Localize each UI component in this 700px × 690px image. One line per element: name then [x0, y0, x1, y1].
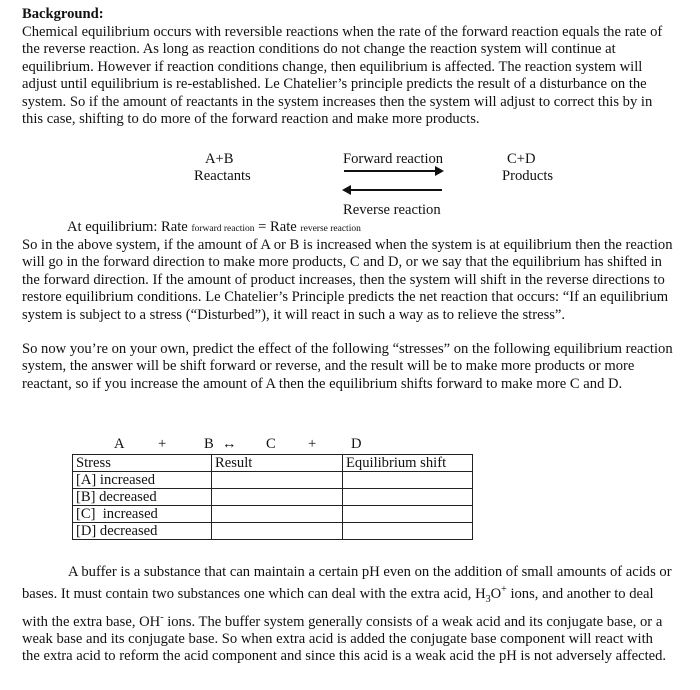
- species-a: A: [114, 436, 125, 452]
- table-row: [73, 523, 473, 540]
- table-row: [73, 489, 473, 506]
- products-formula: C+D: [507, 151, 536, 167]
- stress-cell: [C] increased: [73, 506, 212, 523]
- equilibrium-rate-line: [67, 219, 361, 238]
- plus-sign: +: [158, 436, 167, 452]
- table-header-row: [73, 455, 473, 472]
- rate-prefix: At equilibrium: Rate: [67, 219, 188, 235]
- reverse-reaction-label: Reverse reaction: [343, 202, 441, 218]
- species-c: C: [266, 436, 276, 452]
- intro-paragraph: Chemical equilibrium occurs with reversible reactions when the rate of the forward reaction equals the rate of the reverse reaction. As long as reaction conditions do not change the reaction system will continue at equilibrium. However if reaction conditions change, then equilibrium is affected. The reaction system will adjust until equilibrium is re-established. Le Chatelier’s principle predicts the result of a disturbance on the system. So if the amount of reactants in the system increases then the system will adjust to correct this by in this case, shifting to do more of the forward reaction and make more products.: [22, 24, 663, 128]
- plus-sign: +: [308, 436, 317, 452]
- result-cell[interactable]: [212, 506, 343, 523]
- h3o-oxygen: O: [490, 586, 502, 603]
- stress-cell: [A] increased: [73, 472, 212, 489]
- oh-charge: -: [160, 611, 164, 623]
- reactants-label: Reactants: [194, 168, 251, 184]
- explanation-paragraph: So in the above system, if the amount of A or B is increased when the system is at equilibrium then the reaction will go in the forward direction to make more products, C and D, or we say that the equilibrium has shifted in the forward direction. If the amount of product increases, then the system will shift in the reverse directions to restore equilibrium conditions. Le Chatelier’s Principle predicts the net reaction that occurs: “If an equilibrium system is subject to a stress (“Disturbed”), it will react in such a way as to relieve the stress”.: [22, 237, 673, 323]
- h3o-subscript: 3: [485, 594, 491, 606]
- header-stress: Stress: [73, 455, 212, 472]
- result-cell[interactable]: [212, 523, 343, 540]
- double-arrow-icon: ↔: [222, 436, 237, 452]
- stress-cell: [B] decreased: [73, 489, 212, 506]
- stress-cell: [D] decreased: [73, 523, 212, 540]
- shift-cell[interactable]: [343, 506, 473, 523]
- result-cell[interactable]: [212, 489, 343, 506]
- buffer-text-3: ions. The buffer system generally consists of a weak acid and its conjugate base, or a weak base and its conjugate base. So when extra acid is added the conjugate base component will react with the extra acid to reform the acid component and since this acid is a weak acid the pH is not adversely affected.: [22, 613, 667, 665]
- buffer-paragraph: [22, 564, 674, 666]
- shift-cell[interactable]: [343, 523, 473, 540]
- stress-table: [72, 454, 473, 540]
- shift-cell[interactable]: [343, 489, 473, 506]
- h3o-charge: +: [501, 584, 507, 596]
- shift-cell[interactable]: [343, 472, 473, 489]
- rate-equals: = Rate: [258, 219, 297, 235]
- result-cell[interactable]: [212, 472, 343, 489]
- buffer-text-2: ions, and another to deal with the extra base, OH: [22, 586, 654, 630]
- forward-subscript: forward reaction: [191, 224, 255, 234]
- forward-reaction-label: Forward reaction: [343, 151, 444, 167]
- reverse-arrow-icon: [344, 189, 442, 191]
- reverse-subscript: reverse reaction: [300, 224, 361, 234]
- species-d: D: [351, 436, 362, 452]
- buffer-text-1: A buffer is a substance that can maintain a certain pH even on the addition of small amounts of acids or bases. It must contain two substances one which can deal with the extra acid, H: [22, 564, 672, 603]
- header-result: Result: [212, 455, 343, 472]
- table-row: [73, 472, 473, 489]
- species-b: B: [204, 436, 214, 452]
- table-row: [73, 506, 473, 523]
- instructions-paragraph: So now you’re on your own, predict the effect of the following “stresses” on the following equilibrium reaction system, the answer will be shift forward or reverse, and the result will be to make more products or more reactant, so if you increase the amount of A then the equilibrium shifts forward to make more C and D.: [22, 341, 673, 392]
- forward-arrow-icon: [344, 170, 442, 172]
- products-label: Products: [502, 168, 554, 184]
- header-equilibrium-shift: Equilibrium shift: [343, 455, 473, 472]
- background-heading: Background:: [22, 6, 104, 22]
- reactants-formula: A+B: [205, 151, 234, 167]
